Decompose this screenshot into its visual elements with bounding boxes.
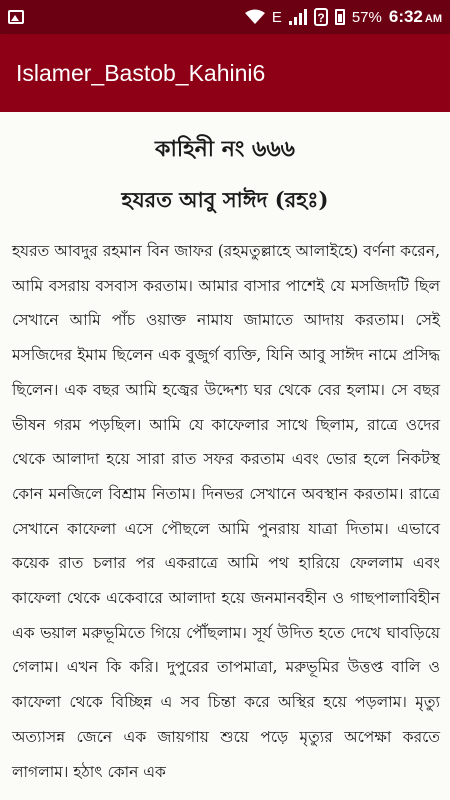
sim-unknown-icon (314, 8, 328, 26)
signal-icon (289, 9, 307, 25)
battery-icon (335, 9, 345, 25)
clock-time: 6:32 (388, 7, 423, 26)
network-type: E (271, 8, 282, 26)
status-right (245, 7, 442, 27)
wifi-icon (245, 9, 265, 25)
app-title: Islamer_Bastob_Kahini6 (16, 59, 266, 86)
chapter-number: কাহিনী নং ৬৬৬ (155, 136, 295, 162)
status-bar (0, 0, 450, 34)
clock (389, 7, 442, 27)
app-bar (0, 34, 450, 112)
image-notification-icon (8, 10, 24, 24)
chapter-title: হযরত আবু সাঈদ (রহঃ) (121, 187, 329, 212)
battery-percent: 57% (351, 8, 382, 26)
svg-text:?: ? (317, 11, 325, 25)
story-text: হযরত আবদুর রহমান বিন জাফর (রহমতুল্লাহে আলাইহে) বর্ণনা করেন, আমি বসরায় বসবাস করতাম। আমার বাসার পাশেই যে মসজিদটি ছিল সেখানে আমি পাঁচ ওয়াক্ত নামায জামাতে আদায় করতাম। সেই মসজিদের ইমাম ছিলেন এক বুজুর্গ ব্যক্তি, যিনি আবু সাঈদ নামে প্রসিদ্ধ ছিলেন। এক বছর আমি হজ্বের উদ্দেশ্য ঘর থেকে বের হলাম। সে বছর ভীষন গরম পড়ছিল। আমি যে কাফেলার সাথে ছিলাম, রাত্রে ওদের থেকে আলাদা হয়ে সারা রাত সফর করতাম এবং ভোর হলে নিকটস্থ কোন মনজিলে বিশ্রাম নিতাম। দিনভর সেখানে অবস্থান করতাম। রাত্রে সেখানে কাফেলা এসে পৌছলে আমি পুনরায় যাত্রা দিতাম। এভাবে কয়েক রাত চলার পর একরাত্রে আমি পথ হারিয়ে ফেললাম এবং কাফেলা থেকে একেবারে আলাদা হয়ে জনমানবহীন ও গাছপালাবিহীন এক ভয়াল মরুভূমিতে গিয়ে পৌঁছলাম। সূর্য উদিত হতে দেখে ঘাবড়িয়ে গেলাম। এখন কি করি। দুপুরের তাপমাত্রা, মরুভূমির উত্তপ্ত বালি ও কাফেলা থেকে বিচ্ছিন্ন এ সব চিন্তা করে অস্থির হয়ে পড়লাম। মৃত্যু অত্যাসন্ন জেনে এক জায়গায় শুয়ে পড়ে মৃত্যুর অপেক্ষা করতে লাগলাম। হঠাৎ কোন এক (12, 242, 440, 781)
book-page[interactable] (0, 112, 450, 800)
clock-ampm: AM (424, 13, 442, 25)
status-left (8, 10, 245, 24)
